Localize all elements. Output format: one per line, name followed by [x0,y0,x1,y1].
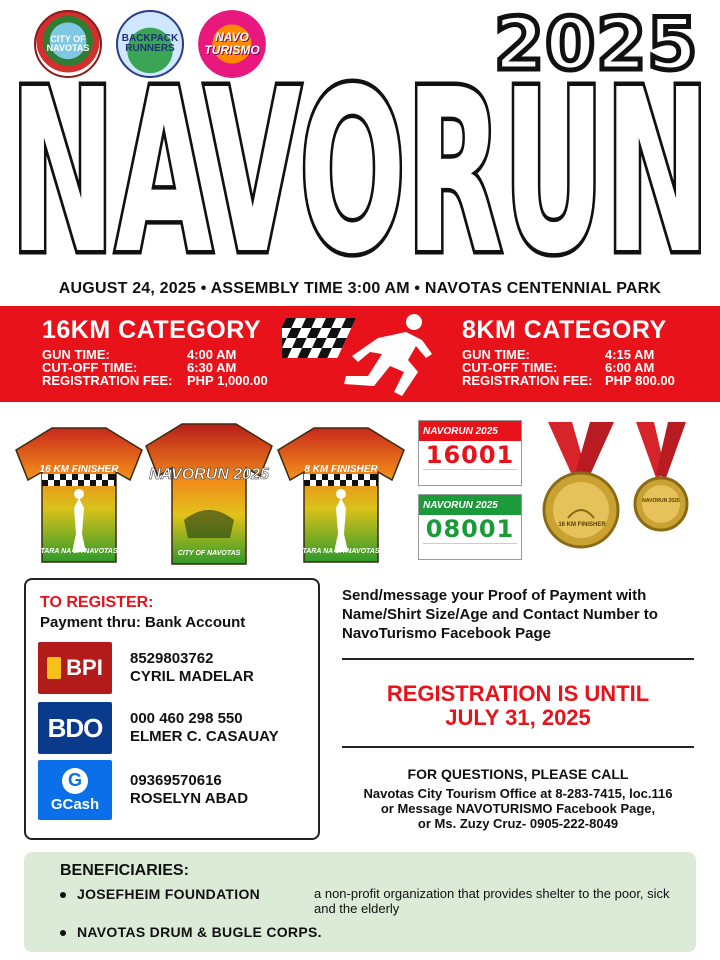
shirt-title: 8 KM FINISHER [304,464,378,475]
divider [342,746,694,748]
account-name: ROSELYN ABAD [130,790,249,807]
registration-fee-row [462,374,692,387]
account-name: ELMER C. CASAUAY [130,728,279,745]
bank-logo-text: BPI [66,655,103,680]
runner-icon [282,310,442,402]
registration-deadline [342,682,694,730]
account-number: 000 460 298 550 [130,710,243,727]
event-shirt [144,420,274,560]
row-value: 4:15 AM [605,347,655,362]
beneficiary-item [60,886,696,924]
finisher-shirt-16km [14,424,144,564]
beneficiaries-panel [24,852,696,952]
medal-label: NAVORUN 2025 [642,498,680,504]
bank-logo-text: BDO [47,712,103,743]
race-bib-8km [418,494,522,560]
row-value: 6:00 AM [605,360,655,375]
bib-header: NAVORUN 2025 [419,421,521,441]
beneficiaries-heading: BENEFICIARIES: [60,862,189,879]
race-bib-16km [418,420,522,486]
row-value: PHP 800.00 [605,373,675,388]
contact-line: or Message NAVOTURISMO Facebook Page, [380,801,656,816]
event-details: AUGUST 24, 2025 • ASSEMBLY TIME 3:00 AM • NAVOTAS CENTENNIAL PARK [58,280,662,297]
payment-method: Payment thru: Bank Account [40,614,246,631]
bib-number: 08001 [425,515,515,543]
event-year: 2025 [494,2,699,86]
beneficiary-name: JOSEFHEIM FOUNDATION [77,886,261,902]
event-title-text: NAVORUN [10,70,710,270]
deadline-line-2: JULY 31, 2025 [445,705,591,730]
shirt-title: NAVORUN 2025 [149,466,269,483]
bib-footer [423,469,517,479]
navo-logo-text: NAVO TURISMO [204,30,260,57]
category-8km [462,318,692,387]
row-label: REGISTRATION FEE: [462,373,593,388]
row-label: REGISTRATION FEE: [42,373,173,388]
category-title: 16KM CATEGORY [42,316,262,344]
registration-instructions [342,586,694,831]
navoturismo-logo [198,10,266,78]
medal-small [632,422,690,534]
bank-logo-text: GCash [50,795,100,813]
row-label: GUN TIME: [462,347,530,362]
row-value: 6:30 AM [187,360,237,375]
row-label: GUN TIME: [42,347,110,362]
shirt-bottom-text: CITY OF NAVOTAS [177,550,241,557]
city-seal-text: CITY OF NAVOTAS [46,33,90,53]
register-heading: TO REGISTER: [40,594,154,611]
registration-fee-row [42,374,282,387]
contact-info [342,786,694,831]
bib-footer [423,543,517,553]
account-number: 8529803762 [130,650,214,667]
bdo-logo [38,702,112,754]
row-value: PHP 1,000.00 [187,373,268,388]
partner-logos [34,10,266,78]
registration-payment-box [24,578,320,840]
row-label: CUT-OFF TIME: [42,360,138,375]
category-16km [42,318,282,387]
backpack-runners-logo [116,10,184,78]
bullet-icon [60,930,66,936]
shirt-bottom-text: TARA NA SA NAVOTAS [40,548,118,555]
race-kit [0,410,720,570]
categories-banner [0,306,720,402]
beneficiary-item [60,924,696,942]
bank-details [130,710,279,746]
bib-header: NAVORUN 2025 [419,495,521,515]
event-title [6,70,714,270]
account-number: 09369570616 [130,772,222,789]
bpi-logo [38,642,112,694]
bank-details [130,772,248,808]
gcash-logo [38,760,112,820]
city-of-navotas-seal [34,10,102,78]
bib-number: 16001 [425,441,515,469]
deadline-line-1: REGISTRATION IS UNTIL [386,681,650,706]
account-name: CYRIL MADELAR [130,668,254,685]
bank-bpi [38,642,254,694]
shirt-title: 16 KM FINISHER [39,464,119,475]
divider [342,658,694,660]
contact-line: Navotas City Tourism Office at 8-283-7415, loc.116 [363,786,673,801]
questions-heading: FOR QUESTIONS, PLEASE CALL [407,766,629,782]
proof-of-payment-instructions: Send/message your Proof of Payment with Name/Shirt Size/Age and Contact Number to NavoTurismo Facebook Page [342,587,658,642]
shirt-bottom-text: TARA NA SA NAVOTAS [302,548,380,555]
beneficiary-name: NAVOTAS DRUM & BUGLE CORPS. [77,924,322,940]
bank-gcash [38,760,248,820]
category-title: 8KM CATEGORY [462,316,667,344]
bullet-icon [60,892,66,898]
row-label: CUT-OFF TIME: [462,360,558,375]
backpack-logo-text: BACKPACK RUNNERS [121,32,179,54]
gcash-icon: G [62,768,88,794]
medal-label: 16 KM FINISHER [558,522,606,528]
contact-line: or Ms. Zuzy Cruz- 0905-222-8049 [417,816,619,831]
medal-large [542,422,620,550]
bank-bdo [38,702,279,754]
row-value: 4:00 AM [187,347,237,362]
finisher-shirt-8km [276,424,406,564]
beneficiary-description: a non-profit organization that provides shelter to the poor, sick and the elderly [314,886,670,916]
bank-details [130,650,254,686]
